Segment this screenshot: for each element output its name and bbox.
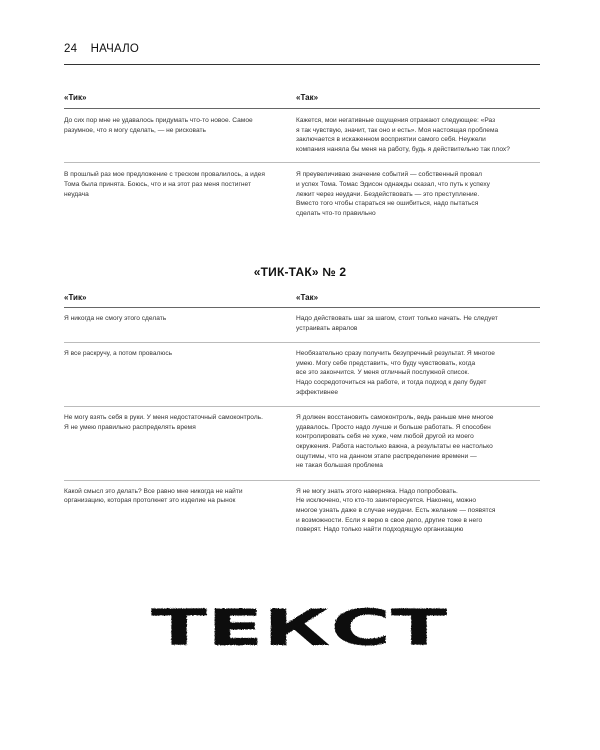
- text-line: удавалось. Просто надо лучше и больше работать. Я способен: [296, 423, 491, 431]
- text-line: не такая большая проблема: [296, 462, 383, 470]
- text-line: многое узнать даже в случае неудачи. Есть желание — появятся: [296, 506, 496, 514]
- table-row: [64, 109, 540, 162]
- tak-cell: [296, 487, 540, 535]
- header-rule: [64, 64, 540, 65]
- text-line: контролировать себя не хуже, чем любой другой из моего: [296, 433, 474, 441]
- tik-tak-table-1: [64, 93, 540, 226]
- text-line: окружения. Работа настолько важна, а результаты ее настолько: [296, 442, 493, 450]
- text-line: Вместо того чтобы стараться не ошибиться, надо пытаться: [296, 200, 479, 208]
- text-line: поверят. Надо только найти подходящую организацию: [296, 526, 464, 534]
- column-header-tak: «Так»: [296, 293, 319, 302]
- text-line: Я преувеличиваю значение событий — собственный провал: [296, 171, 482, 179]
- text-line: устраивать авралов: [296, 324, 358, 332]
- text-line: неудача: [64, 190, 89, 198]
- text-line: Я не умею правильно распределять время: [64, 423, 196, 431]
- table-header: [64, 293, 540, 308]
- text-line: Надо сосредоточиться на работе, и тогда подход к делу будет: [296, 378, 487, 386]
- text-line: я так чувствую, значит, так оно и есть». Моя настоящая проблема: [296, 126, 499, 134]
- text-line: До сих пор мне не удавалось придумать что-то новое. Самое: [64, 117, 253, 124]
- text-line: В прошлый раз мое предложение с треском провалилось, а идея: [64, 171, 265, 179]
- text-line: Не исключено, что кто-то заинтересуется. Наконец, можно: [296, 497, 477, 505]
- page-number: 24: [64, 43, 78, 55]
- text-line: Я не могу знать этого наверняка. Надо попробовать.: [296, 487, 458, 495]
- section-title: «ТИК-ТАК» № 2: [253, 265, 347, 279]
- text-line: Я никогда не смогу этого сделать: [64, 315, 167, 322]
- tak-cell: [296, 170, 540, 218]
- text-line: эффективнее: [296, 388, 339, 396]
- tak-cell: [296, 314, 540, 333]
- tik-cell: [64, 487, 296, 535]
- text-line: компания наняла бы меня на работу, будь я действительно так плох?: [296, 145, 510, 153]
- tik-cell: [64, 170, 296, 218]
- text-line: разумное, что я могу сделать, — не рисковать: [64, 126, 206, 134]
- text-line: Какой смысл это делать? Все равно мне никогда не найти: [64, 487, 243, 495]
- text-line: Я должен восстановить самоконтроль, ведь раньше мне многое: [296, 414, 494, 422]
- text-line: Я все раскручу, а потом провалюсь: [64, 350, 173, 358]
- text-line: организацию, которая протолкнет это изделие на рынок: [64, 497, 236, 505]
- table-row: [64, 406, 540, 480]
- text-line: сделать что-то правильно: [296, 209, 376, 217]
- tak-cell: [296, 349, 540, 397]
- text-line: умею. Могу себе представить, что буду чувствовать, когда: [296, 359, 476, 367]
- table-body: [64, 308, 540, 544]
- running-header: [64, 43, 139, 55]
- tik-cell: [64, 314, 296, 333]
- tik-cell: [64, 349, 296, 397]
- text-line: Надо действовать шаг за шагом, стоит только начать. Не следует: [296, 315, 498, 322]
- tekst-stamp-logo: [150, 605, 448, 649]
- tak-cell: [296, 116, 540, 154]
- text-line: Тома была принята. Боюсь, что и на этот раз меня постигнет: [64, 180, 252, 188]
- table-header: [64, 93, 540, 109]
- stamp-lettering: ТЕКСТ: [151, 605, 447, 649]
- tak-cell: [296, 413, 540, 471]
- text-line: все это закончится. У меня отличный послужной список.: [296, 369, 470, 377]
- column-header-tik: «Тик»: [64, 293, 87, 302]
- text-line: ощутимы, что на данном этапе распределение времени —: [296, 452, 477, 460]
- text-line: Не могу взять себя в руки. У меня недостаточный самоконтроль.: [64, 414, 263, 422]
- text-line: и возможности. Если я верю в свое дело, другие тоже в него: [296, 516, 483, 524]
- tik-cell: [64, 116, 296, 154]
- table-body: [64, 109, 540, 226]
- text-line: лежит через неудачи. Бездействовать — это преступление.: [296, 190, 480, 198]
- text-line: и успех Тома. Томас Эдисон однажды сказал, что путь к успеху: [296, 180, 490, 188]
- table-row: [64, 342, 540, 406]
- column-header-tak: «Так»: [296, 93, 319, 102]
- text-line: заключается в искаженном восприятии самого себя. Неужели: [296, 136, 486, 144]
- column-header-tik: «Тик»: [64, 93, 87, 102]
- text-line: Кажется, мои негативные ощущения отражают следующее: «Раз: [296, 117, 496, 124]
- text-line: Необязательно сразу получить безупречный результат. Я многое: [296, 350, 495, 358]
- table-row: [64, 308, 540, 342]
- table-row: [64, 480, 540, 544]
- chapter-title: НАЧАЛО: [90, 43, 139, 55]
- table-row: [64, 162, 540, 226]
- tik-cell: [64, 413, 296, 471]
- tik-tak-table-2: [64, 293, 540, 544]
